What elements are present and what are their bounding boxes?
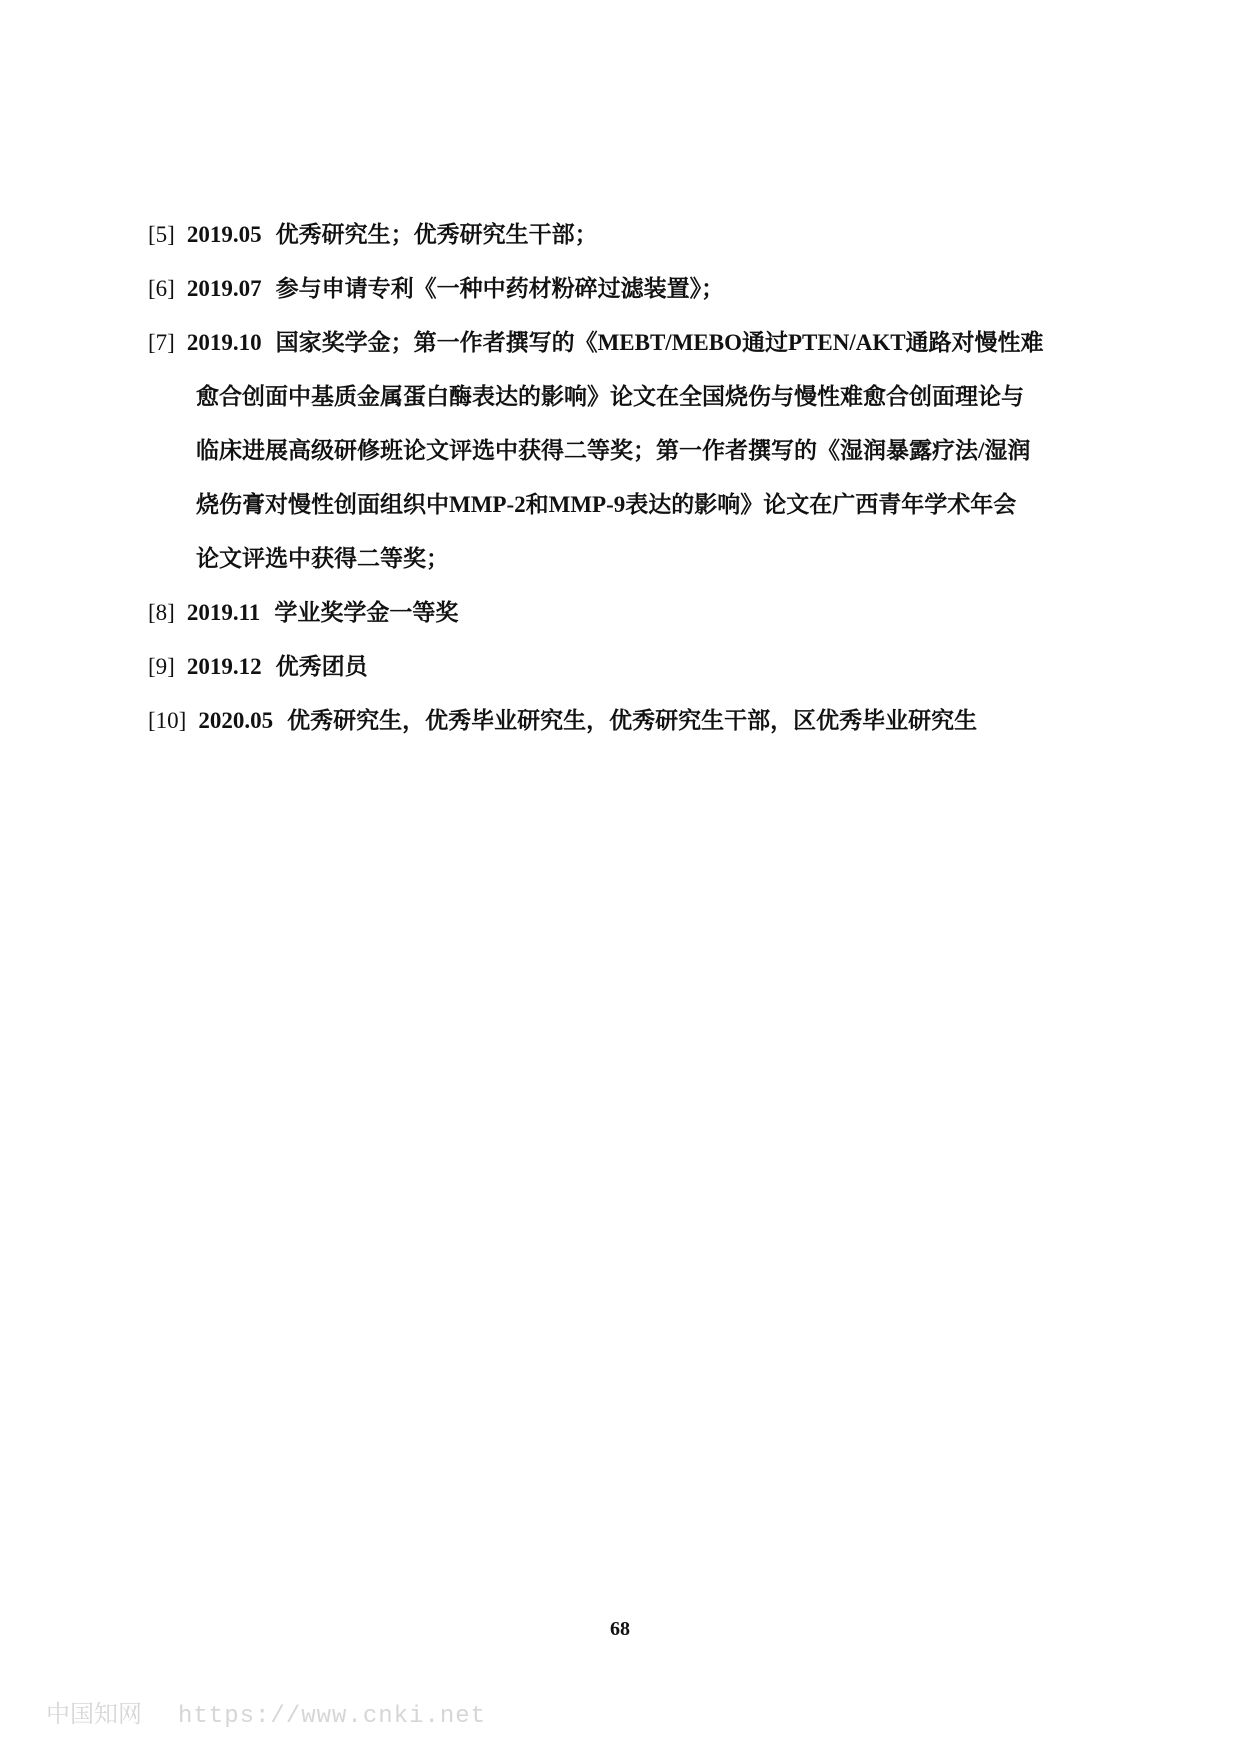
entry-number: [10]	[148, 708, 187, 733]
list-item	[148, 208, 1096, 262]
awards-list	[148, 208, 1096, 748]
list-item	[148, 316, 1096, 586]
entry-text: 国家奖学金；第一作者撰写的《MEBT/MEBO通过PTEN/AKT通路对慢性难	[275, 330, 1044, 355]
watermark	[46, 1694, 486, 1730]
entry-continuation-line: 论文评选中获得二等奖；	[196, 546, 449, 571]
entry-number: [8]	[148, 600, 175, 625]
entry-text: 参与申请专利《一种中药材粉碎过滤装置》；	[275, 276, 725, 301]
list-item	[148, 262, 1096, 316]
entry-number: [6]	[148, 276, 175, 301]
entry-number: [7]	[148, 330, 175, 355]
entry-number: [5]	[148, 222, 175, 247]
entry-continuation-line: 愈合创面中基质金属蛋白酶表达的影响》论文在全国烧伤与慢性难愈合创面理论与	[196, 384, 1024, 409]
list-item	[148, 586, 1096, 640]
entry-text: 优秀研究生，优秀毕业研究生，优秀研究生干部，区优秀毕业研究生	[287, 708, 978, 733]
entry-continuation-line: 临床进展高级研修班论文评选中获得二等奖；第一作者撰写的《湿润暴露疗法/湿润	[196, 438, 1031, 463]
entry-text: 学业奖学金一等奖	[274, 600, 459, 625]
entry-date: 2019.05	[186, 222, 262, 247]
entry-text: 优秀团员	[275, 654, 368, 679]
list-item	[148, 640, 1096, 694]
entry-number: [9]	[148, 654, 175, 679]
list-item	[148, 694, 1096, 748]
watermark-brand: 中国知网	[46, 1701, 142, 1728]
entry-continuation-line: 烧伤膏对慢性创面组织中MMP-2和MMP-9表达的影响》论文在广西青年学术年会	[196, 492, 1017, 517]
entry-date: 2020.05	[198, 708, 274, 733]
watermark-url: https://www.cnki.net	[178, 1703, 487, 1730]
entry-date: 2019.07	[186, 276, 262, 301]
entry-text: 优秀研究生；优秀研究生干部；	[275, 222, 598, 247]
entry-date: 2019.12	[186, 654, 262, 679]
entry-date: 2019.11	[186, 600, 261, 625]
entry-first-line	[148, 316, 1096, 370]
page-number: 68	[610, 1618, 630, 1640]
entry-date: 2019.10	[186, 330, 262, 355]
